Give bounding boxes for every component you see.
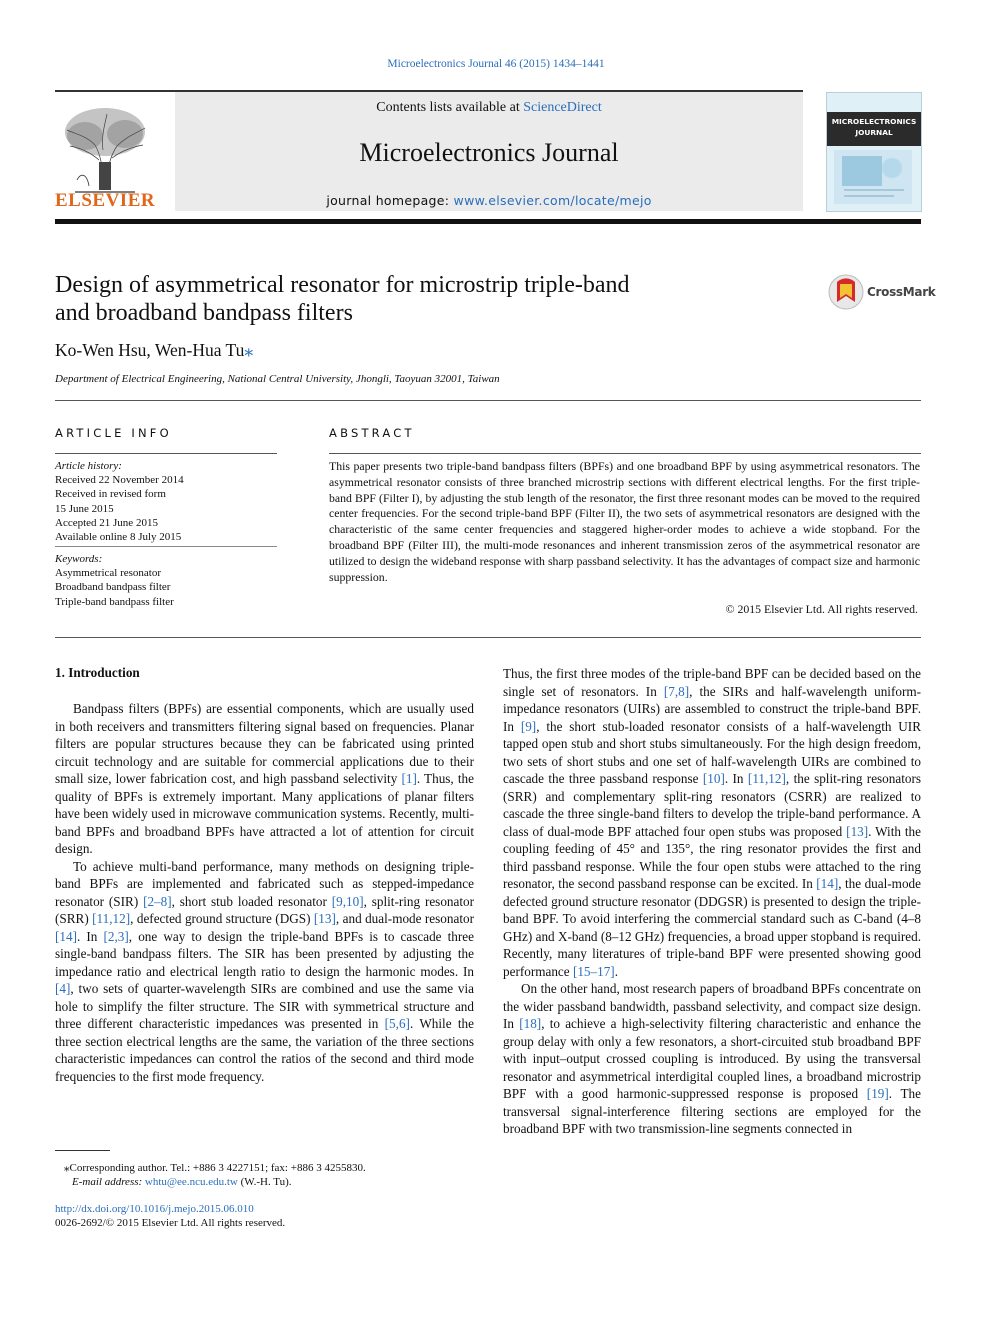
sciencedirect-link[interactable]: ScienceDirect [523, 100, 602, 115]
citation-link[interactable]: [2,3] [103, 928, 129, 944]
paragraph: Bandpass filters (BPFs) are essential components, which are usually used in both receivers and transmitters filtering signal based on frequencies. Planar filters are popular structures because they can be fabricated using printed circuit technology and are suitable for commercial applications due to their small size, lower fabrication cost, and high passband selectivity [1]. Thus, the quality of BPFs is extremely important. Many applications of planar filters have been widely used in microwave communication systems. Recently, multi-band BPFs and broadband BPFs have attracted a lot of attention for circuit design. [55, 701, 474, 856]
citation-link[interactable]: [10] [702, 771, 725, 786]
contents-line [175, 100, 803, 116]
doi-block [55, 1202, 475, 1230]
history-item: Received 22 November 2014 [55, 474, 184, 487]
right-column [503, 665, 921, 1138]
history-item: Accepted 21 June 2015 [55, 516, 158, 529]
header-bottom-rule [55, 219, 921, 224]
citation-link[interactable]: [11,12] [92, 911, 131, 926]
crossmark-label[interactable]: CrossMark [867, 285, 936, 299]
paragraph: To achieve multi-band performance, many methods on designing triple-band BPFs are implemented and fabricated such as stepped-impedance resonator (SIR) [2–8], short stub loaded resonator [9,10], split-ring resonator (SRR) [11,12], defected ground structure (DGS) [13], and dual-mode resonator [14]. In [2,3], one way to design the triple-band BPFs is to cascade three single-band bandpass filters. The SIR has been presented by adjusting the impedance ratio and electrical length ratio to design the harmonic modes. In [4], two sets of quarter-wavelength SIRs are combined and use the same via hole to simplify the filter structure. The SIR with symmetrical structure and three different characteristic impedances was presented in [5,6]. While the three section electrical lengths are the same, the variation of the three sections characteristic impedances can control the ratios of the second and third mode frequencies to the first mode frequency. [55, 858, 475, 1084]
citation-link[interactable]: [15–17] [572, 963, 615, 979]
doi-link[interactable]: http://dx.doi.org/10.1016/j.mejo.2015.06.010 [55, 1203, 254, 1215]
citation-link[interactable]: [7,8] [663, 683, 690, 699]
history-label: Article history: [55, 460, 122, 472]
history-item: 15 June 2015 [55, 502, 114, 515]
citation-link[interactable]: [4] [55, 981, 71, 996]
abstract-rule [329, 453, 921, 454]
paragraph: Thus, the first three modes of the triple-band BPF can be decided based on the single set of resonators. In [7,8], the SIRs and half-wavelength uniform-impedance resonators (UIRs) are assembled to construct the triple-band BPF. In [9], the short stub-loaded resonator consists of a half-wavelength UIR tapped open stub and short stubs simultaneously. For the high design freedom, two sets of short stubs and one set of half-wavelength UIRs are combined to cascade the three passband response [10]. In [11,12], the split-ring resonators (SRR) and complementary split-ring resonators (CSRR) are realized to cascade the three single-band filters to develop the triple-band performance. A class of dual-mode BPF attached four open stubs was proposed [13]. With the coupling feeding of 45° and 135°, the ring resonator provides the first and third passband response. While the four open stubs were attached to the ring resonator, the second passband response can be excited. In [14], the dual-mode defected ground structure resonator (DDGSR) is presented to design the triple-band BPF. To avoid interfering the commercial standard such as C-band (4–8 GHz) and X-band (8–12 GHz) frequencies, a broad upper stopband is required. Recently, many literatures of triple-band BPF were presented showing good performance [15–17]. [503, 666, 922, 979]
corresponding-author-note: ⁎Corresponding author. Tel.: +886 3 4227151; fax: +886 3 4255830. [64, 1162, 366, 1174]
article-history [55, 459, 184, 544]
section-heading-introduction: 1. Introduction [55, 665, 140, 680]
citation-link[interactable]: [1] [401, 771, 417, 786]
citation-link[interactable]: [13] [313, 911, 336, 926]
history-item: Available online 8 July 2015 [55, 531, 182, 544]
abstract-divider [55, 637, 921, 638]
crossmark-icon[interactable] [828, 274, 864, 310]
paper-title-line1: Design of asymmetrical resonator for microstrip triple-band [55, 272, 630, 298]
citation-link[interactable]: [5,6] [384, 1016, 410, 1031]
citation-link[interactable]: [2–8] [143, 893, 172, 909]
article-info-rule [55, 453, 277, 454]
abstract-heading: ABSTRACT [329, 426, 415, 440]
paper-title [55, 271, 775, 327]
issn-line: 0026-2692/© 2015 Elsevier Ltd. All rights reserved. [55, 1217, 286, 1230]
email-line: E-mail address: whtu@ee.ncu.edu.tw (W.-H. Tu). [72, 1176, 292, 1189]
cover-title-line1: MICROELECTRONICS [831, 117, 917, 126]
citation-link[interactable]: [14] [55, 928, 77, 944]
homepage-prefix: journal homepage: [326, 193, 454, 208]
citation-link[interactable]: [19] [866, 1086, 889, 1101]
author-names: Ko-Wen Hsu, Wen-Hua Tu [55, 340, 245, 360]
citation-link[interactable]: [11,12] [747, 771, 786, 786]
citation-link[interactable]: [9] [520, 718, 537, 734]
cover-artwork [834, 150, 912, 204]
citation-link[interactable]: [9,10] [331, 893, 364, 909]
keywords [55, 552, 174, 609]
cover-title-line2: JOURNAL [855, 128, 893, 137]
keyword-item: Broadband bandpass filter [55, 581, 171, 594]
abstract-text: This paper presents two triple-band bandpass filters (BPFs) and one broadband BPF by using asymmetrical resonators. The asymmetrical resonator consists of three branched microstrip sections with different electrical lengths. For the first triple-band BPF (Filter I), by adjusting the stub length of the resonator, the first three resonant modes can be moved to the required center frequencies. For the second triple-band BPF (Filter II), the two sets of asymmetrical resonators are designed with the characteristic of the same center frequencies and staggered higher-order modes to achieve a wide stopband. For the broadband BPF (Filter III), the multi-mode resonances and inherent transmission zeros of the asymmetrical resonator are utilized to design the wideband response with sharp passband selectivity. It has the advantages of compact size and harmonic suppression. [329, 459, 920, 584]
keywords-label: Keywords: [55, 553, 103, 565]
journal-reference[interactable]: Microelectronics Journal 46 (2015) 1434–1441 [387, 58, 605, 70]
paper-title-line2: and broadband bandpass filters [55, 300, 353, 326]
keywords-rule [55, 546, 277, 547]
contents-prefix: Contents lists available at [376, 100, 524, 115]
footnote-rule [55, 1150, 110, 1151]
citation-link[interactable]: [13] [846, 823, 869, 839]
citation-link[interactable]: [18] [519, 1016, 542, 1031]
email-link[interactable]: whtu@ee.ncu.edu.tw [144, 1176, 238, 1189]
footnotes [64, 1161, 484, 1189]
authors [55, 340, 253, 361]
affiliation: Department of Electrical Engineering, National Central University, Jhongli, Taoyuan 32001, Taiwan [55, 373, 500, 385]
abstract-copyright: © 2015 Elsevier Ltd. All rights reserved. [725, 602, 918, 616]
citation-link[interactable]: [14] [816, 876, 839, 891]
history-item: Received in revised form [55, 488, 166, 501]
journal-title: Microelectronics Journal [359, 138, 619, 167]
paragraph: On the other hand, most research papers of broadband BPFs concentrate on the wider passband bandwidth, passband selectivity, and compact size design. In [18], to achieve a high-selectivity filtering characteristic and enhance the group delay with only a few resonators, a short-circuited stub broadband BPF with input–output crossed coupling is introduced. By using the transversal resonator and asymmetrical interdigital coupled lines, a broadband microstrip BPF with a good harmonic-suppressed response is proposed [19]. The transversal signal-interference filtering sections are employed for the broadband BPF with two transmission-line segments connected in [503, 981, 922, 1136]
journal-homepage-line [175, 193, 803, 208]
title-divider [55, 400, 921, 401]
elsevier-wordmark: ELSEVIER [55, 190, 156, 211]
corresponding-author-mark[interactable]: ⁎ [244, 340, 254, 360]
article-info-heading: ARTICLE INFO [55, 426, 172, 440]
keyword-item: Triple-band bandpass filter [55, 595, 174, 608]
left-column [55, 700, 474, 1085]
keyword-item: Asymmetrical resonator [55, 567, 161, 580]
homepage-link[interactable]: www.elsevier.com/locate/mejo [453, 193, 652, 208]
